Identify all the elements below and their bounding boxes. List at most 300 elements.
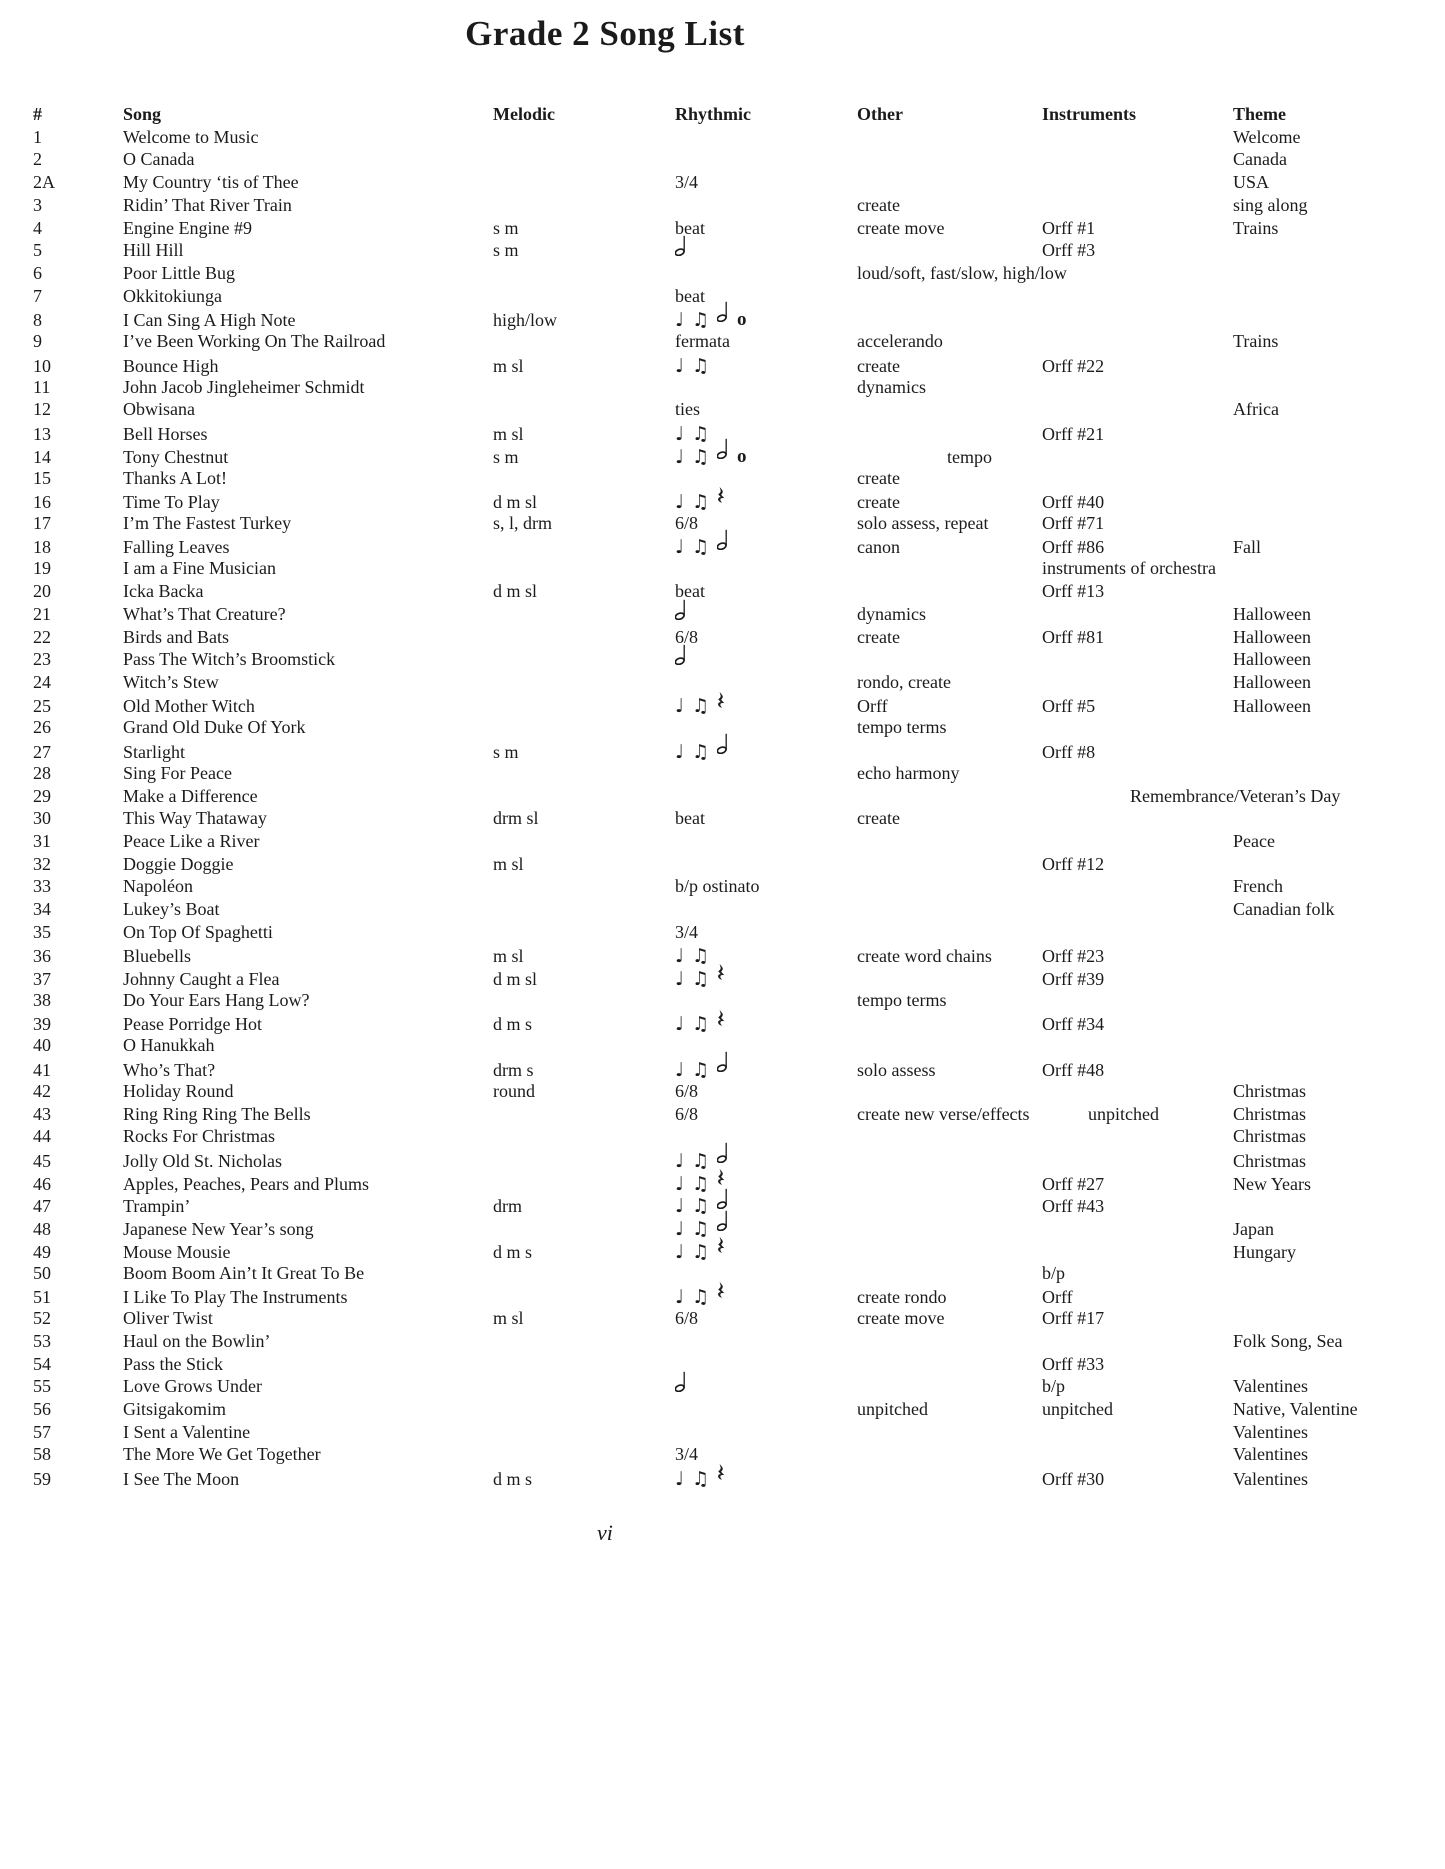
table-row xyxy=(33,330,1445,353)
eighth-note-pair-icon: ♫ xyxy=(691,695,710,718)
cell-song-title: Lukey’s Boat xyxy=(123,899,220,920)
cell-theme: Christmas xyxy=(1233,1150,1307,1171)
cell-rhythmic xyxy=(675,1375,857,1400)
cell-instruments: Orff #13 xyxy=(1042,581,1105,602)
cell-number: 46 xyxy=(33,1173,51,1194)
cell-song-title: Welcome to Music xyxy=(123,126,259,147)
table-row xyxy=(33,217,1445,240)
cell-rhythmic xyxy=(675,944,857,968)
cell-theme: Christmas xyxy=(1233,1103,1307,1124)
eighth-note-pair-icon: ♫ xyxy=(691,945,710,968)
cell-rhythmic xyxy=(675,1194,857,1218)
cell-melodic: drm sl xyxy=(493,808,539,829)
cell-song-title: Trampin’ xyxy=(123,1196,191,1217)
table-row xyxy=(33,853,1445,876)
rhythm-notation xyxy=(675,694,726,717)
quarter-rest-icon xyxy=(717,1009,726,1032)
cell-number: 6 xyxy=(33,263,42,284)
cell-melodic: s m xyxy=(493,217,519,238)
cell-rhythmic: 3/4 xyxy=(675,172,699,193)
cell-theme: Remembrance/Veteran’s Day xyxy=(1130,785,1341,806)
eighth-note-pair-icon: ♫ xyxy=(691,1217,710,1240)
cell-rhythmic xyxy=(675,648,857,673)
cell-other: accelerando xyxy=(857,331,943,352)
eighth-note-pair-icon: ♫ xyxy=(691,1058,710,1081)
rhythm-notation xyxy=(675,605,687,628)
cell-rhythmic: fermata xyxy=(675,331,730,352)
cell-song-title: What’s That Creature? xyxy=(123,603,286,624)
cell-number: 8 xyxy=(33,310,42,331)
cell-song-title: Pass The Witch’s Broomstick xyxy=(123,649,336,670)
eighth-note-pair-icon: ♫ xyxy=(691,445,710,468)
cell-rhythmic: 6/8 xyxy=(675,1080,699,1101)
eighth-note-pair-icon: ♫ xyxy=(691,536,710,559)
page-title: Grade 2 Song List xyxy=(465,14,745,53)
cell-other: create new verse/effects xyxy=(857,1103,1030,1124)
cell-number: 12 xyxy=(33,399,51,420)
cell-number: 25 xyxy=(33,696,51,717)
cell-song-title: Sing For Peace xyxy=(123,762,232,783)
cell-melodic: s m xyxy=(493,741,519,762)
cell-number: 34 xyxy=(33,899,51,920)
table-row xyxy=(33,1103,1445,1126)
eighth-note-pair-icon: ♫ xyxy=(691,1172,710,1195)
cell-song-title: Johnny Caught a Flea xyxy=(123,969,280,990)
quarter-note-icon: ♩ xyxy=(675,945,684,968)
cell-theme: Halloween xyxy=(1233,626,1311,647)
cell-instruments: Orff #12 xyxy=(1042,853,1105,874)
cell-instruments: Orff #3 xyxy=(1042,240,1096,261)
cell-rhythmic xyxy=(675,353,857,377)
cell-song-title: Poor Little Bug xyxy=(123,263,235,284)
table-row xyxy=(33,739,1445,762)
cell-instruments: Orff #81 xyxy=(1042,626,1105,647)
eighth-note-pair-icon: ♫ xyxy=(691,490,710,513)
quarter-note-icon: ♩ xyxy=(675,1058,684,1081)
quarter-note-icon: ♩ xyxy=(675,1195,684,1218)
cell-other: create word chains xyxy=(857,946,992,967)
table-row xyxy=(33,1194,1445,1217)
cell-song-title: Pass the Stick xyxy=(123,1353,224,1374)
table-row xyxy=(33,716,1445,739)
quarter-note-icon: ♩ xyxy=(675,1149,684,1172)
cell-number: 37 xyxy=(33,969,51,990)
rhythm-notation xyxy=(675,1377,687,1400)
cell-number: 7 xyxy=(33,285,42,306)
cell-rhythmic: 6/8 xyxy=(675,626,699,647)
cell-melodic: drm s xyxy=(493,1059,534,1080)
table-row xyxy=(33,1080,1445,1103)
cell-number: 4 xyxy=(33,217,42,238)
cell-number: 51 xyxy=(33,1287,51,1308)
cell-other: create move xyxy=(857,217,945,238)
cell-number: 42 xyxy=(33,1080,51,1101)
cell-number: 2A xyxy=(33,172,55,193)
cell-number: 45 xyxy=(33,1150,51,1171)
cell-other: create xyxy=(857,355,900,376)
table-row xyxy=(33,1239,1445,1262)
rhythm-notation xyxy=(675,1239,726,1262)
cell-instruments: Orff #30 xyxy=(1042,1468,1105,1489)
cell-instruments: Orff #23 xyxy=(1042,946,1105,967)
cell-theme: Canada xyxy=(1233,149,1287,170)
table-row xyxy=(33,1125,1445,1148)
cell-number: 30 xyxy=(33,808,51,829)
quarter-note-icon: ♩ xyxy=(675,309,684,332)
rhythm-notation xyxy=(675,739,729,762)
cell-song-title: O Hanukkah xyxy=(123,1035,215,1056)
cell-instruments: instruments of orchestra xyxy=(1042,558,1216,579)
cell-number: 53 xyxy=(33,1330,51,1351)
quarter-rest-icon xyxy=(717,691,726,714)
cell-song-title: Mouse Mousie xyxy=(123,1241,231,1262)
cell-other: dynamics xyxy=(857,603,926,624)
cell-theme: Valentines xyxy=(1233,1468,1308,1489)
cell-rhythmic: 6/8 xyxy=(675,1308,699,1329)
cell-number: 55 xyxy=(33,1376,51,1397)
cell-number: 16 xyxy=(33,491,51,512)
table-row xyxy=(33,626,1445,649)
cell-theme: Africa xyxy=(1233,399,1279,420)
half-note-icon xyxy=(717,1142,729,1169)
cell-instruments: Orff #33 xyxy=(1042,1353,1105,1374)
table-row xyxy=(33,1148,1445,1171)
cell-rhythmic: 3/4 xyxy=(675,1444,699,1465)
cell-number: 47 xyxy=(33,1196,51,1217)
cell-other: create xyxy=(857,626,900,647)
cell-number: 15 xyxy=(33,467,51,488)
eighth-note-pair-icon: ♫ xyxy=(691,1149,710,1172)
half-note-icon xyxy=(717,529,729,556)
table-row xyxy=(33,376,1445,399)
table-row xyxy=(33,648,1445,671)
cell-song-title: I Like To Play The Instruments xyxy=(123,1287,348,1308)
song-list-table xyxy=(33,103,1445,1489)
table-row xyxy=(33,875,1445,898)
table-row xyxy=(33,535,1445,558)
cell-theme: Native, Valentine xyxy=(1233,1398,1358,1419)
cell-song-title: Apples, Peaches, Pears and Plums xyxy=(123,1173,369,1194)
table-row xyxy=(33,307,1445,330)
col-header-theme: Theme xyxy=(1233,104,1286,124)
cell-number: 32 xyxy=(33,853,51,874)
cell-theme: Trains xyxy=(1233,331,1279,352)
col-header-melodic: Melodic xyxy=(493,104,555,124)
cell-rhythmic xyxy=(675,1284,857,1308)
cell-song-title: O Canada xyxy=(123,149,195,170)
cell-instruments: Orff xyxy=(1042,1287,1073,1308)
cell-theme: Halloween xyxy=(1233,696,1311,717)
quarter-note-icon: ♩ xyxy=(675,490,684,513)
rhythm-notation xyxy=(675,1012,726,1035)
rhythm-notation xyxy=(675,307,747,330)
cell-song-title: Ring Ring Ring The Bells xyxy=(123,1103,311,1124)
cell-other: tempo xyxy=(947,446,992,467)
rhythm-notation xyxy=(675,241,687,264)
cell-rhythmic xyxy=(675,239,857,264)
table-row xyxy=(33,126,1445,149)
col-header-num: # xyxy=(33,104,42,124)
cell-rhythmic xyxy=(675,1057,857,1081)
table-row xyxy=(33,262,1445,285)
cell-other: create move xyxy=(857,1308,945,1329)
cell-rhythmic: 3/4 xyxy=(675,921,699,942)
cell-other: tempo terms xyxy=(857,717,947,738)
quarter-note-icon: ♩ xyxy=(675,1240,684,1263)
rhythm-notation xyxy=(675,650,687,673)
table-row xyxy=(33,694,1445,717)
cell-number: 24 xyxy=(33,671,51,692)
cell-theme: Valentines xyxy=(1233,1444,1308,1465)
cell-instruments: b/p xyxy=(1042,1376,1066,1397)
table-row xyxy=(33,807,1445,830)
quarter-note-icon: ♩ xyxy=(675,1286,684,1309)
half-note-icon xyxy=(717,1210,729,1237)
page-number: vi xyxy=(597,1520,613,1545)
cell-number: 18 xyxy=(33,537,51,558)
eighth-note-pair-icon: ♫ xyxy=(691,740,710,763)
table-row xyxy=(33,421,1445,444)
cell-song-title: Bluebells xyxy=(123,946,191,967)
cell-number: 28 xyxy=(33,762,51,783)
cell-number: 54 xyxy=(33,1353,51,1374)
cell-song-title: Haul on the Bowlin’ xyxy=(123,1330,271,1351)
cell-melodic: d m sl xyxy=(493,491,538,512)
quarter-note-icon: ♩ xyxy=(675,1013,684,1036)
cell-instruments: Orff #21 xyxy=(1042,423,1105,444)
cell-other: canon xyxy=(857,537,900,558)
cell-rhythmic: beat xyxy=(675,581,705,602)
cell-instruments: Orff #34 xyxy=(1042,1014,1105,1035)
quarter-note-icon: ♩ xyxy=(675,695,684,718)
cell-number: 14 xyxy=(33,446,51,467)
eighth-note-pair-icon: ♫ xyxy=(691,1195,710,1218)
cell-melodic: d m sl xyxy=(493,581,538,602)
cell-rhythmic xyxy=(675,489,857,513)
cell-rhythmic: beat xyxy=(675,808,705,829)
table-row xyxy=(33,1171,1445,1194)
cell-song-title: Obwisana xyxy=(123,399,195,420)
cell-melodic: m sl xyxy=(493,946,524,967)
cell-number: 9 xyxy=(33,331,42,352)
cell-number: 35 xyxy=(33,921,51,942)
cell-number: 11 xyxy=(33,376,51,397)
cell-instruments: Orff #48 xyxy=(1042,1059,1105,1080)
cell-theme: USA xyxy=(1233,172,1270,193)
cell-number: 3 xyxy=(33,194,42,215)
cell-song-title: Tony Chestnut xyxy=(123,446,229,467)
cell-song-title: Gitsigakomim xyxy=(123,1398,226,1419)
table-row xyxy=(33,603,1445,626)
cell-theme: Japan xyxy=(1233,1218,1274,1239)
cell-song-title: Bounce High xyxy=(123,355,219,376)
quarter-note-icon: ♩ xyxy=(675,1172,684,1195)
cell-theme: Peace xyxy=(1233,831,1275,851)
cell-number: 50 xyxy=(33,1262,51,1283)
cell-number: 10 xyxy=(33,355,51,376)
cell-number: 57 xyxy=(33,1421,51,1442)
cell-song-title: The More We Get Together xyxy=(123,1444,321,1465)
rhythm-notation xyxy=(675,1284,726,1307)
cell-song-title: Oliver Twist xyxy=(123,1308,213,1329)
quarter-note-icon: ♩ xyxy=(675,1467,684,1490)
table-row xyxy=(33,148,1445,171)
cell-instruments: Orff #17 xyxy=(1042,1308,1105,1329)
cell-other: Orff xyxy=(857,696,888,717)
cell-song-title: Engine Engine #9 xyxy=(123,217,252,238)
quarter-rest-icon xyxy=(717,1281,726,1304)
cell-song-title: Starlight xyxy=(123,741,185,762)
cell-theme: sing along xyxy=(1233,194,1308,215)
cell-number: 49 xyxy=(33,1241,51,1262)
cell-melodic: drm xyxy=(493,1196,522,1217)
table-row xyxy=(33,1330,1445,1353)
cell-theme: Valentines xyxy=(1233,1376,1308,1397)
quarter-rest-icon xyxy=(717,486,726,509)
table-row xyxy=(33,285,1445,308)
quarter-note-icon: ♩ xyxy=(675,1217,684,1240)
eighth-note-pair-icon: ♫ xyxy=(691,1013,710,1036)
cell-song-title: This Way Thataway xyxy=(123,808,267,829)
cell-rhythmic xyxy=(675,1216,857,1240)
cell-number: 5 xyxy=(33,240,42,261)
table-row xyxy=(33,762,1445,785)
eighth-note-pair-icon: ♫ xyxy=(691,968,710,991)
cell-number: 38 xyxy=(33,990,51,1011)
cell-instruments: Orff #39 xyxy=(1042,969,1105,990)
whole-note-icon: o xyxy=(737,445,747,467)
cell-rhythmic xyxy=(675,1148,857,1172)
cell-instruments: Orff #43 xyxy=(1042,1196,1105,1217)
table-row xyxy=(33,1443,1445,1466)
cell-song-title: Icka Backa xyxy=(123,581,204,602)
cell-instruments: b/p xyxy=(1042,1262,1066,1283)
cell-song-title: Who’s That? xyxy=(123,1059,216,1080)
cell-song-title: Birds and Bats xyxy=(123,626,229,647)
half-note-icon xyxy=(675,599,687,626)
cell-number: 1 xyxy=(33,126,42,147)
half-note-icon xyxy=(717,301,729,328)
cell-theme: French xyxy=(1233,876,1283,897)
cell-instruments: unpitched xyxy=(1088,1103,1159,1124)
cell-song-title: John Jacob Jingleheimer Schmidt xyxy=(123,376,365,397)
half-note-icon xyxy=(675,644,687,671)
table-row xyxy=(33,171,1445,194)
cell-melodic: m sl xyxy=(493,853,524,874)
cell-song-title: Grand Old Duke Of York xyxy=(123,717,306,738)
cell-other: solo assess, repeat xyxy=(857,512,989,533)
cell-instruments: Orff #5 xyxy=(1042,696,1096,717)
cell-number: 36 xyxy=(33,946,51,967)
cell-number: 52 xyxy=(33,1308,51,1329)
cell-theme: Canadian folk xyxy=(1233,899,1335,920)
cell-other: create xyxy=(857,808,900,829)
cell-song-title: I See The Moon xyxy=(123,1468,240,1489)
cell-rhythmic: ties xyxy=(675,399,700,420)
cell-melodic: m sl xyxy=(493,355,524,376)
cell-song-title: Okkitokiunga xyxy=(123,285,222,306)
cell-rhythmic xyxy=(675,307,857,331)
quarter-rest-icon xyxy=(717,963,726,986)
cell-song-title: Love Grows Under xyxy=(123,1376,262,1397)
quarter-note-icon: ♩ xyxy=(675,445,684,468)
half-note-icon xyxy=(717,733,729,760)
cell-song-title: Time To Play xyxy=(123,491,220,512)
cell-number: 23 xyxy=(33,649,51,670)
cell-other: solo assess xyxy=(857,1059,936,1080)
cell-melodic: d m s xyxy=(493,1468,533,1489)
cell-melodic: high/low xyxy=(493,310,558,331)
table-row xyxy=(33,989,1445,1012)
cell-instruments: Orff #40 xyxy=(1042,491,1105,512)
cell-theme: Christmas xyxy=(1233,1080,1307,1101)
rhythm-notation xyxy=(675,1466,726,1489)
eighth-note-pair-icon: ♫ xyxy=(691,422,710,445)
table-row xyxy=(33,944,1445,967)
cell-theme: New Years xyxy=(1233,1173,1311,1194)
col-header-instruments: Instruments xyxy=(1042,104,1137,124)
cell-song-title: Boom Boom Ain’t It Great To Be xyxy=(123,1262,365,1283)
cell-song-title: Jolly Old St. Nicholas xyxy=(123,1150,283,1171)
cell-song-title: I’ve Been Working On The Railroad xyxy=(123,331,386,352)
col-header-song: Song xyxy=(123,104,162,124)
cell-song-title: Witch’s Stew xyxy=(123,671,219,692)
table-row xyxy=(33,489,1445,512)
cell-number: 21 xyxy=(33,603,51,624)
cell-instruments: Orff #71 xyxy=(1042,512,1105,533)
cell-rhythmic xyxy=(675,694,857,718)
cell-rhythmic xyxy=(675,535,857,559)
cell-theme: Trains xyxy=(1233,217,1279,238)
table-row xyxy=(33,966,1445,989)
table-row xyxy=(33,194,1445,217)
cell-number: 44 xyxy=(33,1126,51,1147)
rhythm-notation xyxy=(675,353,709,376)
eighth-note-pair-icon: ♫ xyxy=(691,309,710,332)
cell-other: loud/soft, fast/slow, high/low xyxy=(857,263,1067,284)
cell-number: 29 xyxy=(33,785,51,806)
table-row xyxy=(33,467,1445,490)
cell-rhythmic xyxy=(675,421,857,445)
table-row xyxy=(33,1216,1445,1239)
cell-other: unpitched xyxy=(857,1398,928,1419)
cell-rhythmic xyxy=(675,603,857,628)
cell-rhythmic: b/p ostinato xyxy=(675,876,760,897)
quarter-note-icon: ♩ xyxy=(675,968,684,991)
cell-song-title: Japanese New Year’s song xyxy=(123,1218,314,1239)
cell-other: create xyxy=(857,467,900,488)
eighth-note-pair-icon: ♫ xyxy=(691,354,710,377)
cell-number: 39 xyxy=(33,1014,51,1035)
table-row xyxy=(33,239,1445,262)
cell-number: 58 xyxy=(33,1444,51,1465)
rhythm-notation xyxy=(675,966,726,989)
cell-instruments: unpitched xyxy=(1042,1398,1113,1419)
cell-number: 31 xyxy=(33,831,51,851)
cell-theme: Folk Song, Sea xyxy=(1233,1330,1343,1351)
table-row xyxy=(33,1375,1445,1398)
quarter-note-icon: ♩ xyxy=(675,354,684,377)
cell-song-title: Falling Leaves xyxy=(123,537,230,558)
cell-instruments: Orff #1 xyxy=(1042,217,1096,238)
cell-song-title: Doggie Doggie xyxy=(123,853,234,874)
quarter-note-icon: ♩ xyxy=(675,536,684,559)
cell-song-title: Make a Difference xyxy=(123,785,258,806)
cell-instruments: Orff #86 xyxy=(1042,537,1105,558)
cell-song-title: Hill Hill xyxy=(123,240,184,261)
table-row xyxy=(33,1466,1445,1489)
table-row xyxy=(33,580,1445,603)
